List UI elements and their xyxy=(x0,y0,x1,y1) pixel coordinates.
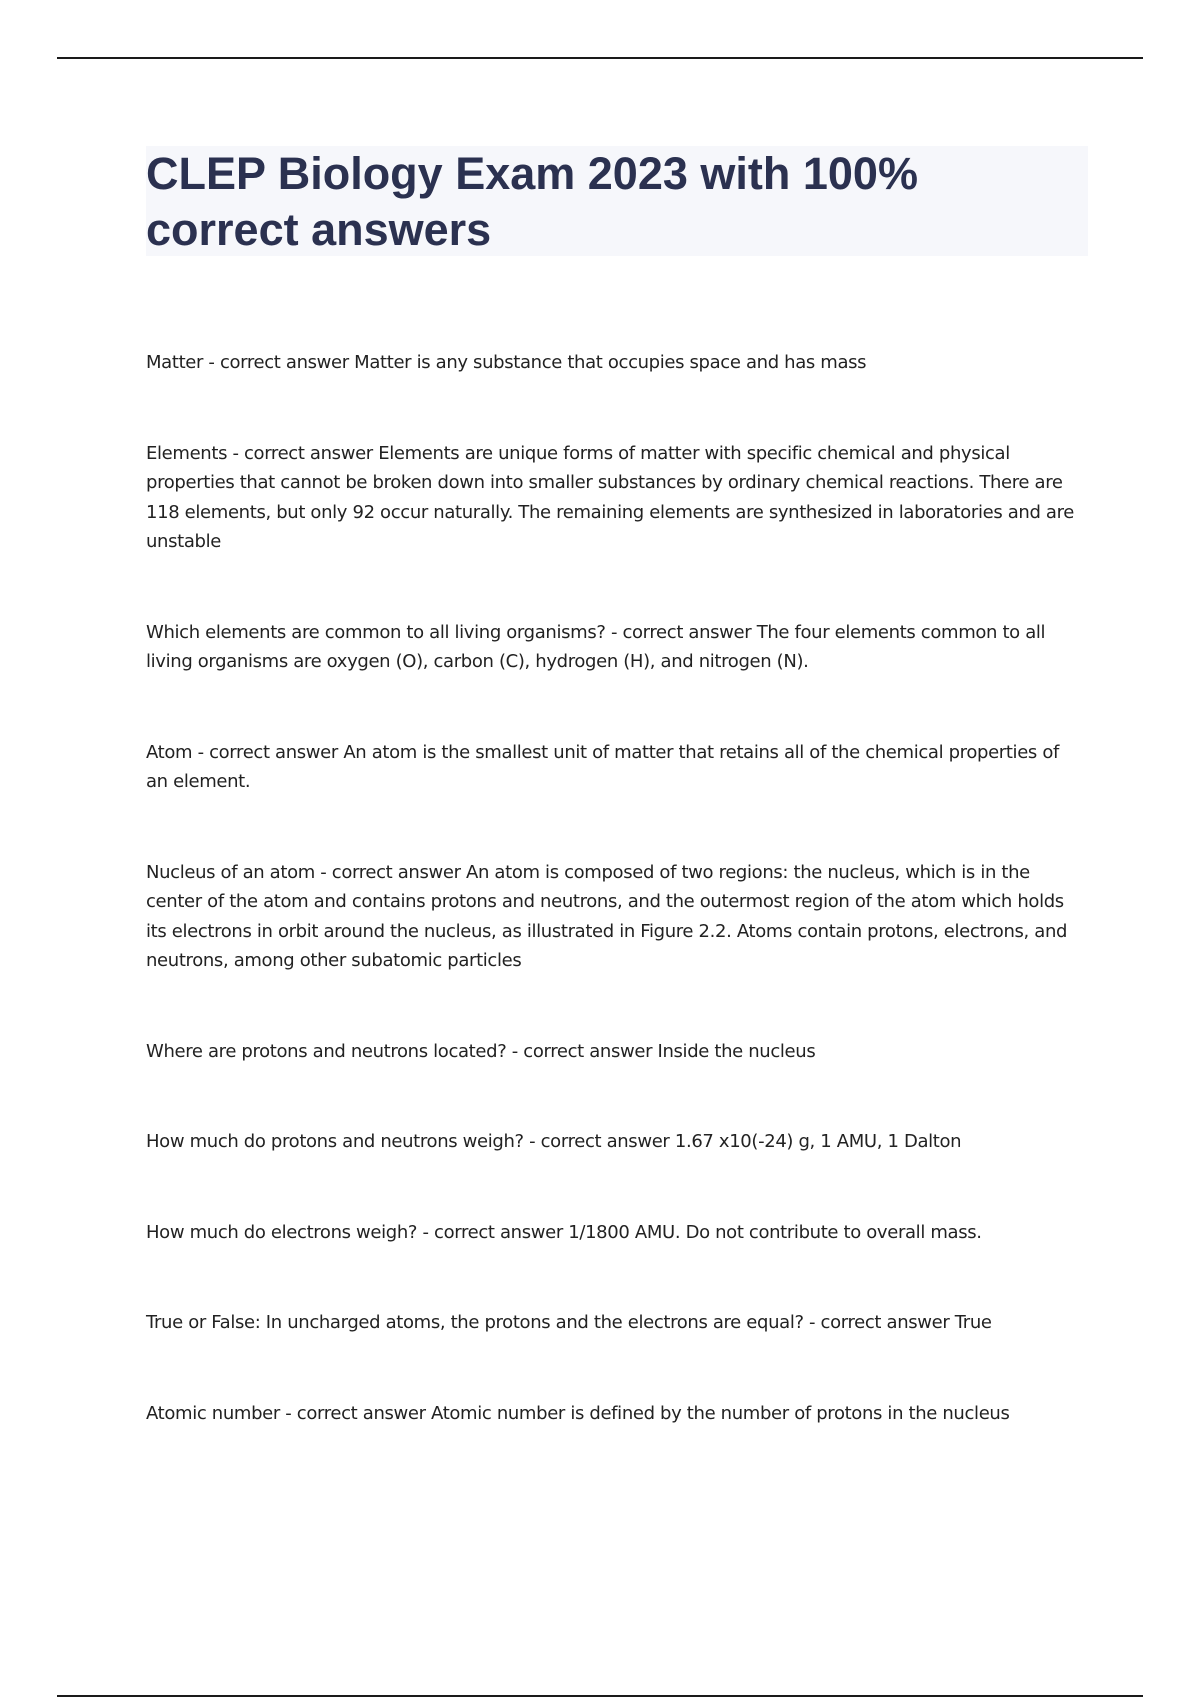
bottom-rule xyxy=(57,1695,1143,1697)
qa-item-atomic-number: Atomic number - correct answer Atomic number is defined by the number of protons in the nucleus xyxy=(146,1402,1010,1424)
qa-item-protons-location: Where are protons and neutrons located? - correct answer Inside the nucleus xyxy=(146,1040,816,1062)
qa-item-elements: Elements - correct answer Elements are unique forms of matter with specific chemical and physical properties that cannot be broken down into smaller substances by ordinary chemical reactions. There are 118 elements, but only 92 occur naturally. The remaining elements are synthesized in laboratories and are unstable xyxy=(146,442,1074,552)
qa-item-atom: Atom - correct answer An atom is the smallest unit of matter that retains all of the chemical properties of an element. xyxy=(146,741,1059,792)
qa-item-matter: Matter - correct answer Matter is any substance that occupies space and has mass xyxy=(146,352,867,373)
top-rule xyxy=(57,57,1143,59)
qa-item-common-elements: Which elements are common to all living organisms? - correct answer The four elements common to all living organisms are oxygen (O), carbon (C), hydrogen (H), and nitrogen (N). xyxy=(146,621,1046,672)
qa-item-true-false: True or False: In uncharged atoms, the protons and the electrons are equal? - correct answer True xyxy=(146,1312,992,1333)
qa-item-electrons-weight: How much do electrons weigh? - correct answer 1/1800 AMU. Do not contribute to overall mass. xyxy=(146,1221,982,1243)
title-block xyxy=(146,146,1088,256)
qa-item-protons-weight: How much do protons and neutrons weigh? - correct answer 1.67 x10(-24) g, 1 AMU, 1 Dalton xyxy=(146,1131,962,1152)
qa-list xyxy=(146,348,1086,1489)
document-title: CLEP Biology Exam 2023 with 100% correct answers xyxy=(146,148,918,255)
qa-item-nucleus: Nucleus of an atom - correct answer An atom is composed of two regions: the nucleus, which is in the center of the atom and contains protons and neutrons, and the outermost region of the atom which holds its electrons in orbit around the nucleus, as illustrated in Figure 2.2. Atoms contain protons, electrons, and neutrons, among other subatomic particles xyxy=(146,861,1068,971)
